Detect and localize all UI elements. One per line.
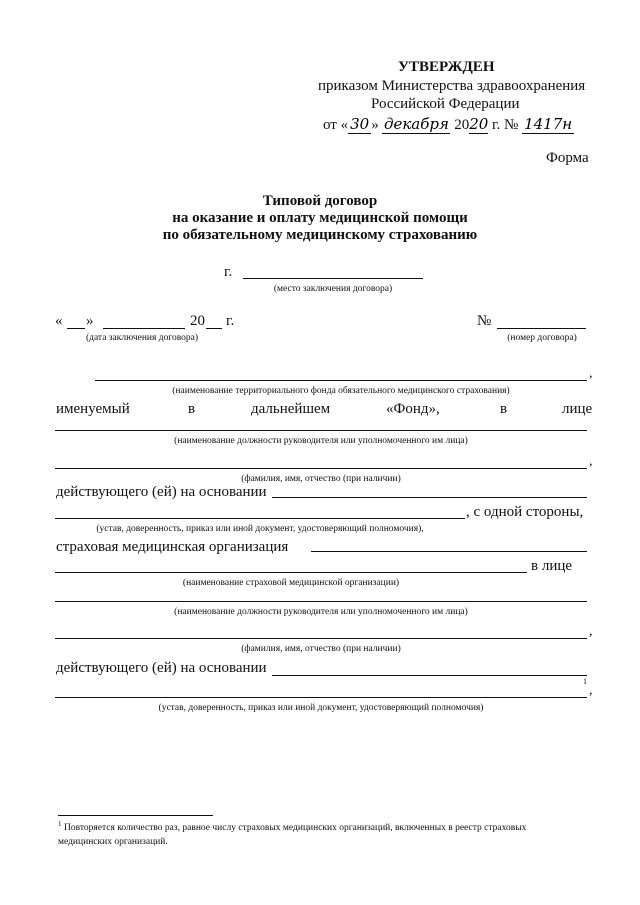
full-name-line-2 <box>55 638 587 639</box>
insurer-caption: (наименование страховой медицинской организации) <box>182 578 400 588</box>
footnote-mark: 1 <box>58 820 62 828</box>
place-field-line <box>243 278 423 279</box>
full-name-caption-2: (фамилия, имя, отчество (при наличии) <box>241 644 401 654</box>
approval-date-sep: » <box>371 117 379 133</box>
approval-line1: приказом Министерства здравоохранения <box>318 78 586 94</box>
full-name-comma: , <box>589 454 593 469</box>
footnote-text-line1: Повторяется количество раз, равное числу страховых медицинских организаций, включенных в реестр страховых <box>64 823 527 833</box>
number-sign: № <box>477 313 492 329</box>
approval-year-g: г. № <box>492 117 519 133</box>
head-position-caption: (наименование должности руководителя или уполномоченного им лица) <box>174 436 468 446</box>
basis-caption: (устав, доверенность, приказ или иной документ, удостоверяющий полномочия), <box>96 524 424 534</box>
insurer-line-1 <box>311 551 587 552</box>
footnote-text-line2: медицинских организаций. <box>58 837 168 847</box>
named-w3: дальнейшем <box>251 401 331 417</box>
acting-basis-line <box>272 497 587 498</box>
basis-line-2 <box>55 697 587 698</box>
named-w5: в <box>500 401 508 417</box>
approval-year-suffix: 20 <box>469 115 489 133</box>
acting-basis-label: действующего (ей) на основании <box>56 484 267 500</box>
named-w2: в <box>188 401 196 417</box>
title-line2: на оказание и оплату медицинской помощи <box>172 210 468 226</box>
approval-order-number: 1417н <box>524 115 573 133</box>
date-day-line <box>67 328 85 329</box>
number-caption: (номер договора) <box>507 333 577 343</box>
full-name-comma-2: , <box>589 624 593 639</box>
form-label: Форма <box>546 150 589 166</box>
fund-comma: , <box>589 366 593 381</box>
full-name-line <box>55 468 587 469</box>
one-side-text: , с одной стороны, <box>466 504 584 520</box>
place-prefix: г. <box>224 264 233 280</box>
basis-line <box>55 518 465 519</box>
acting-basis-label-2: действующего (ей) на основании <box>56 660 267 676</box>
insurer-line-2 <box>55 572 527 573</box>
date-close-quote: » <box>86 313 94 329</box>
head-position-line <box>55 430 587 431</box>
approval-date-day: 30 <box>350 115 370 133</box>
date-century: 20 <box>190 313 205 329</box>
approval-line2: Российской Федерации <box>371 96 520 112</box>
date-month-line <box>103 328 185 329</box>
full-name-caption: (фамилия, имя, отчество (при наличии) <box>241 474 401 484</box>
footnote-separator <box>58 815 213 816</box>
fund-caption: (наименование территориального фонда обязательного медицинского страхования) <box>172 386 510 396</box>
basis-comma-2: , <box>589 683 593 698</box>
named-w1: именуемый <box>56 401 130 417</box>
insurer-label: страховая медицинская организация <box>56 539 289 555</box>
head-position-caption-2: (наименование должности руководителя или уполномоченного им лица) <box>174 607 468 617</box>
title-line1: Типовой договор <box>262 193 378 209</box>
approval-year-prefix: 20 <box>454 117 470 133</box>
fund-line <box>95 380 587 381</box>
footnote-ref-mark: 1 <box>583 677 587 686</box>
head-position-line-2 <box>55 601 587 602</box>
basis-caption-2: (устав, доверенность, приказ или иной документ, удостоверяющий полномочия) <box>158 703 484 713</box>
acting-basis-line-2 <box>272 675 587 676</box>
named-w6: лице <box>562 401 593 417</box>
date-caption: (дата заключения договора) <box>85 333 199 343</box>
approval-date-line <box>323 115 574 134</box>
date-year-suffix: г. <box>226 313 235 329</box>
approval-date-month: декабря <box>383 115 449 133</box>
in-person-text: в лице <box>531 558 573 574</box>
named-w4: «Фонд», <box>386 401 440 417</box>
date-open-quote: « <box>55 313 63 329</box>
date-year-line <box>206 328 222 329</box>
number-line <box>497 328 586 329</box>
title-line3: по обязательному медицинскому страхованию <box>162 227 478 243</box>
approval-date-prefix: от « <box>323 117 349 133</box>
place-caption: (место заключения договора) <box>273 284 393 294</box>
approval-title: УТВЕРЖДЕН <box>398 59 495 75</box>
